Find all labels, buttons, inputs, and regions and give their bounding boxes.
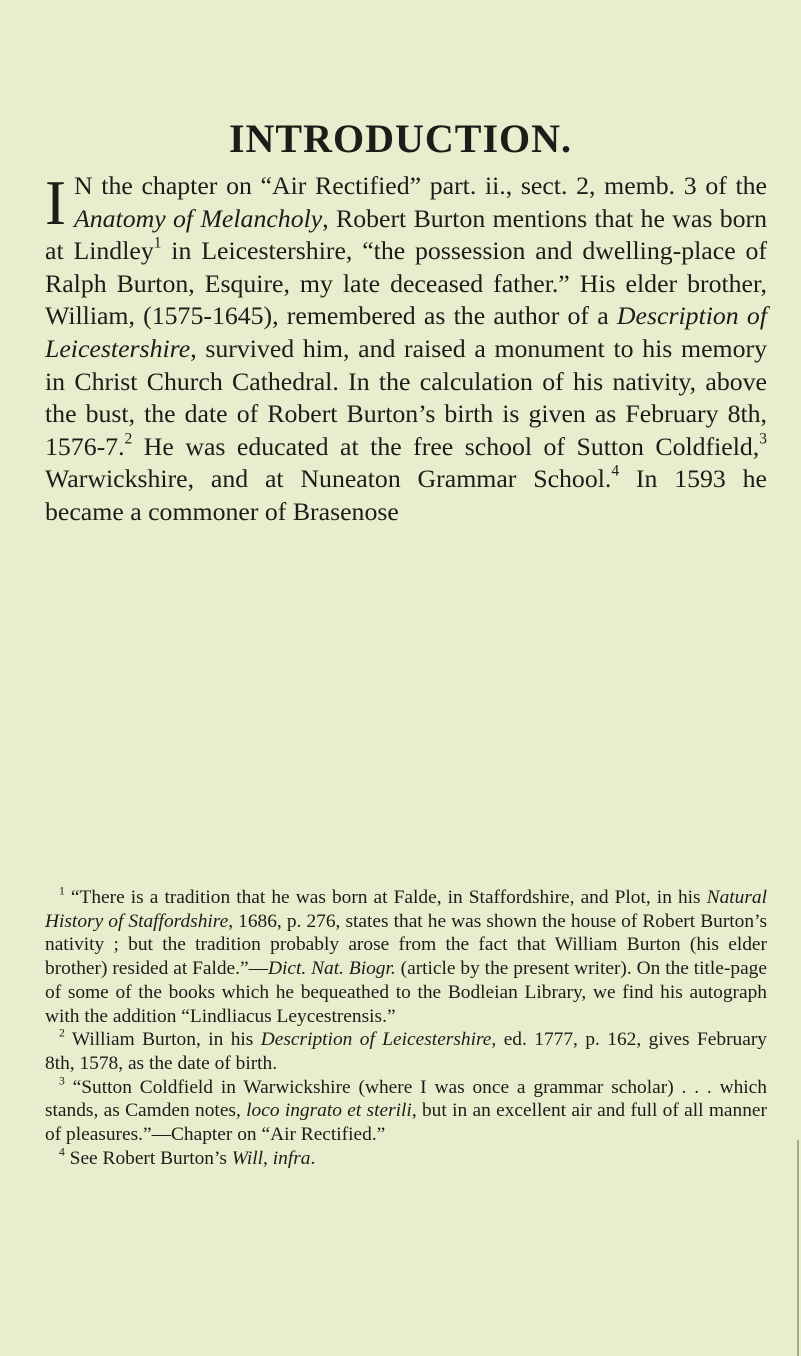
footnote-3-latin: loco ingrato et sterili (246, 1100, 412, 1122)
main-text-4: , survived him, and raised a monument to his memory in Christ Church Cathedral. In the calculation of his nativity, above the bust, the date of Robert Burton’s birth is given as February 8th, 1576-7. (45, 333, 767, 461)
footnote-2-number: 2 (59, 1026, 65, 1040)
footnote-2-title: Description of Leicestershire (260, 1029, 492, 1051)
main-text-6: Warwickshire, and at Nuneaton Grammar School. (45, 464, 612, 494)
footnote-1-text-1: “There is a tradition that he was born at Falde, in Staffordshire, and Plot, in his (64, 887, 707, 908)
footnote-4-infra: infra (272, 1147, 311, 1169)
chapter-title: INTRODUCTION. (228, 115, 573, 161)
page-edge-line (797, 1140, 799, 1356)
footnote-1-title: Natural History of Staffordshire (45, 887, 767, 932)
drop-cap: I (45, 168, 66, 238)
footnote-4 (45, 1147, 767, 1171)
main-text-5: He was educated at the free school of Sutton Coldfield, (132, 431, 760, 461)
footnotes (45, 886, 767, 1170)
footnote-4-text-3: . (310, 1147, 316, 1169)
footnote-ref-4: 4 (611, 462, 620, 480)
footnote-1-number: 1 (59, 884, 65, 898)
main-paragraph (45, 170, 767, 529)
footnote-4-text-1: See Robert Burton’s (64, 1147, 232, 1169)
footnote-2-text-2: , ed. 1777, p. 162, gives February 8th, 1578, as the date of birth. (45, 1029, 767, 1074)
footnote-3-number: 3 (59, 1073, 65, 1087)
footnote-1-text-2: , 1686, p. 276, states that he was shown the house of Robert Burton’s nativity ; but the tradition probably arose from the fact that William Burton (his elder brother) resided at Falde.”— (45, 910, 768, 980)
footnote-3-text-1: “Sutton Coldfield in Warwickshire (where I was once a grammar scholar) . . . which stands, as Camden notes, (45, 1076, 767, 1122)
main-text-3: in Leicestershire, “the possession and dwelling-place of Ralph Burton, Esquire, my late deceased father.” His elder brother, William, (1575-1645), remembered as the author of a (45, 236, 767, 331)
footnote-3 (45, 1073, 767, 1147)
main-text-2: , Robert Burton mentions that he was born at Lindley (45, 203, 767, 266)
footnote-ref-2: 2 (124, 430, 133, 448)
footnote-1-source: Dict. Nat. Biogr. (268, 958, 396, 980)
footnote-2-text-1: William Burton, in his (64, 1029, 261, 1051)
book-title-description: Description of Leicestershire (45, 301, 767, 363)
book-title-anatomy: Anatomy of Melancholy (73, 203, 323, 233)
footnote-ref-3: 3 (759, 430, 767, 448)
footnote-4-text-2: , (263, 1147, 273, 1169)
main-text-1: N the chapter on “Air Rectified” part. ii., sect. 2, memb. 3 of the (73, 171, 767, 200)
footnote-4-will: Will (231, 1147, 264, 1169)
footnote-1 (45, 886, 767, 1028)
footnote-3-text-2: , but in an excellent air and full of all manner of pleasures.”—Chapter on “Air Rectified.” (45, 1100, 767, 1146)
main-text-7: In 1593 he became a commoner of Brasenose (45, 464, 767, 526)
footnote-1-text-3: (article by the present writer). On the title-page of some of the books which he bequeathed to the Bodleian Library, we find his autograph with the addition “Lindliacus Leycestrensis.” (45, 958, 767, 1027)
footnote-4-number: 4 (59, 1145, 65, 1159)
footnote-ref-1: 1 (153, 234, 162, 252)
footnote-2 (45, 1028, 767, 1075)
